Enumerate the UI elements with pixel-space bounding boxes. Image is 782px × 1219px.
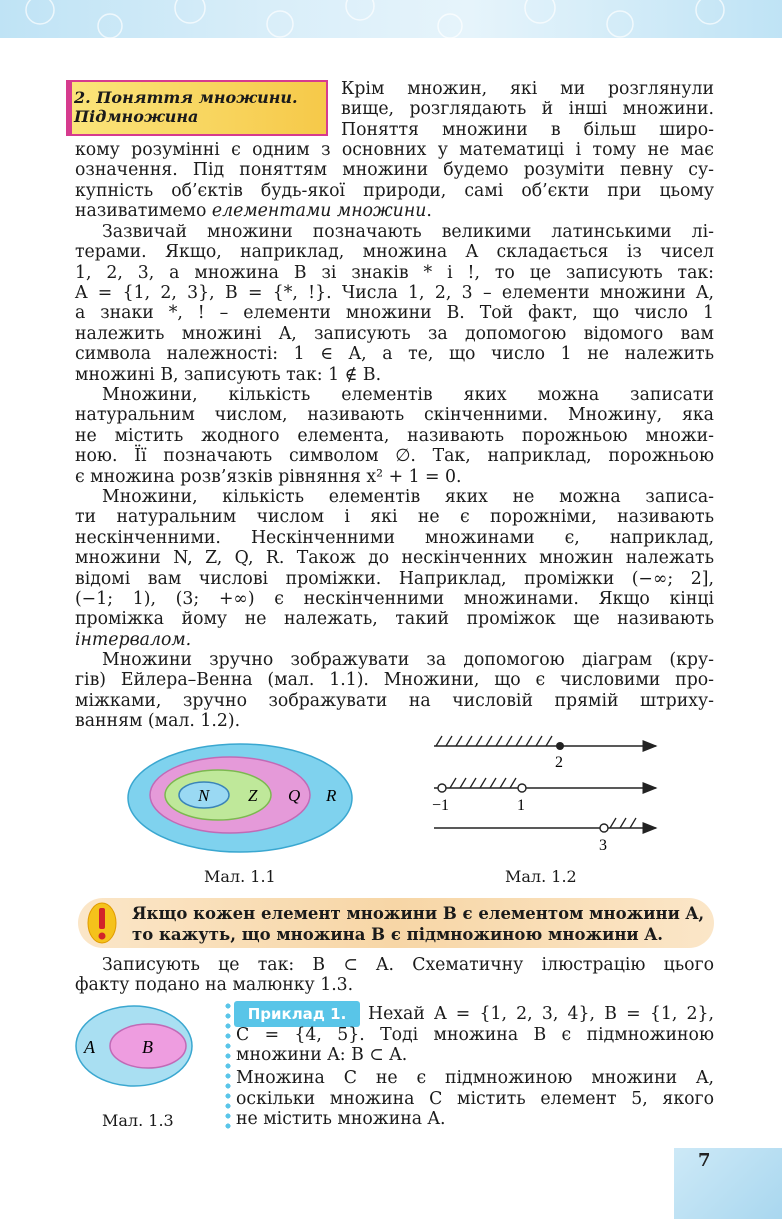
term: елементами множини [211,201,427,221]
note-line: то кажуть, що множина B є підмножиною множини A. [132,925,663,944]
label-b: B [142,1037,153,1057]
closed-point-2 [556,742,564,750]
open-point-1 [518,784,526,792]
exclamation-icon [82,899,122,947]
euler-diagram-fig11 [120,738,360,858]
page-number: 7 [698,1150,711,1171]
text-line: гів) Ейлера–Венна (мал. 1.1). Множини, що є числовими про- [75,670,714,690]
text-line: Множини, кількість елементів яких не можна записа- [102,487,714,507]
text-fragment: . [426,201,432,221]
text-line: ванням (мал. 1.2). [75,711,241,731]
text-line: C = {4, 5}. Тоді множина B є підмножиною [236,1025,714,1045]
label-r: R [326,786,337,805]
text-line: проміжка йому не належать, такий проміжок ще називають [75,609,714,629]
text-line: множини N, Z, Q, R. Також до нескінченних множин належать [75,548,714,568]
example-badge: Приклад 1. [234,1001,360,1027]
text-line: міжками, зручно зображувати на числовій прямій штриху- [75,691,714,711]
tick-label-3: 3 [599,837,607,854]
text-line: не містить жодного елемента, називають порожньою множи- [75,426,714,446]
note-line: Якщо кожен елемент множини B є елементом множини A, [132,904,705,923]
section-title [74,88,324,126]
corner-decorative-band [674,1148,782,1219]
text-line: Множини, кількість елементів яких можна записати [102,385,714,405]
figure-caption: Мал. 1.3 [102,1111,174,1130]
text-line: ти натуральним числом і які не є порожніми, називають [75,507,714,527]
definition-note-text [132,903,704,945]
open-point-minus1 [438,784,446,792]
label-a: A [84,1037,95,1057]
text-line: купність об’єктів будь-якої природи, самі об’єкти при цьому [75,181,714,201]
tick-label-2: 2 [555,754,563,771]
ornament-pattern [0,0,782,38]
text-line: а знаки *, ! – елементи множини B. Той факт, що число 1 [75,303,714,323]
text-line: Зазвичай множини позначають великими латинськими лі- [102,222,714,242]
text-line: A = {1, 2, 3}, B = {*, !}. Числа 1, 2, 3 – елементи множини A, [75,283,714,303]
text-line: не містить множина A. [236,1109,446,1129]
hatching-1 [436,736,552,746]
text-line: 1, 2, 3, а множина B зі знаків * і !, то це записують так: [75,263,714,283]
figure-caption: Мал. 1.1 [204,867,276,886]
text-line: (−1; 1), (3; +∞) є нескінченними множинами. Якщо кінці [75,589,714,609]
subset-diagram-fig13 [70,1002,200,1092]
open-point-3 [600,824,608,832]
text-line: натуральним числом, називають скінченними. Множину, яка [75,405,714,425]
text-line: терами. Якщо, наприклад, множина A складається із чисел [75,242,714,262]
text-line: Нехай A = {1, 2, 3, 4}, B = {1, 2}, [368,1004,714,1024]
label-n: N [198,786,210,805]
text-line [75,201,432,221]
top-decorative-band [0,0,782,38]
example-dotted-rule [224,1001,232,1131]
text-line: Поняття множини в більш широ- [341,120,714,140]
label-q: Q [288,786,301,805]
text-line: оскільки множина C містить елемент 5, якого [236,1089,714,1109]
section-title-line: Підмножина [74,107,199,126]
section-title-line: 2. Поняття множини. [74,88,298,107]
text-line: ною. Її позначають символом ∅. Так, наприклад, порожньою [75,446,714,466]
text-line: означення. Під поняттям множини будемо розуміти певну су- [75,160,714,180]
text-line: множини A: B ⊂ A. [236,1045,408,1065]
text-line: символа належності: 1 ∈ A, а те, що число 1 не належить [75,344,714,364]
text-line: нескінченними. Нескінченними множинами є, наприклад, [75,528,714,548]
text-line: є множина розв’язків рівняння x² + 1 = 0. [75,467,462,487]
text-line: множині B, записують так: 1 ∉ B. [75,365,382,385]
figure-caption: Мал. 1.2 [505,867,577,886]
text-line: Множини зручно зображувати за допомогою діаграм (кру- [102,650,714,670]
tick-label-minus1: −1 [432,797,450,814]
text-line: вище, розглядають й інші множини. [341,99,714,119]
hatching-3 [610,818,636,828]
text-line: факту подано на малюнку 1.3. [75,975,354,995]
text-fragment: називатимемо [75,201,212,221]
text-line: Записують це так: B ⊂ A. Схематичну ілюстрацію цього [102,955,714,975]
label-z: Z [248,786,258,805]
text-line: Крім множин, які ми розглянули [341,79,714,99]
hatching-2 [450,778,516,788]
text-line: Множина C не є підмножиною множини A, [236,1068,714,1088]
text-line: належить множині A, записують за допомогою відомого вам [75,324,714,344]
tick-label-1: 1 [517,797,525,814]
text-line: інтервалом. [75,630,192,650]
text-line: відомі вам числові проміжки. Наприклад, проміжки (−∞; 2], [75,569,714,589]
text-line: кому розумінні є одним з основних у математиці і тому не має [75,140,714,160]
number-lines-fig12 [428,730,668,858]
